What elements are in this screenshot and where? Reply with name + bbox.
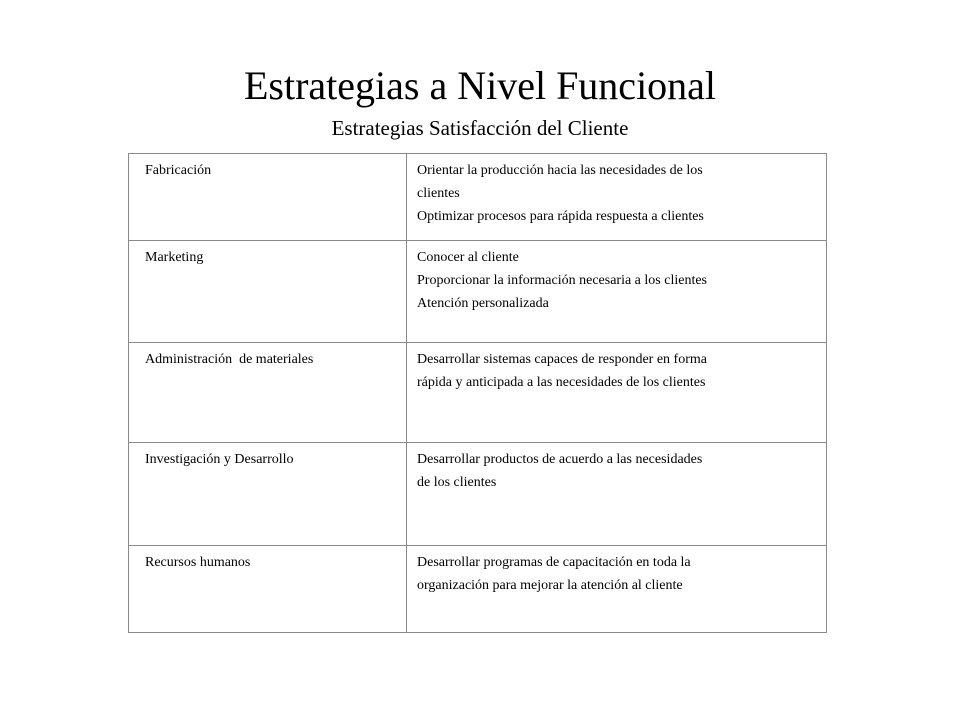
functional-area-label: Investigación y Desarrollo xyxy=(145,452,294,467)
functional-area-cell xyxy=(129,241,407,343)
strategy-action-line: Desarrollar productos de acuerdo a las necesidades xyxy=(417,452,703,467)
strategy-action-line: de los clientes xyxy=(417,475,497,490)
functional-area-cell xyxy=(129,343,407,443)
strategy-action-line: Proporcionar la información necesaria a los clientes xyxy=(417,273,707,288)
strategy-table xyxy=(128,153,827,633)
functional-area-cell xyxy=(129,154,407,241)
table-row xyxy=(129,443,827,546)
table-row xyxy=(129,241,827,343)
strategy-action-line: Conocer al cliente xyxy=(417,250,519,265)
strategy-action-line: clientes xyxy=(417,186,460,201)
functional-area-cell xyxy=(129,546,407,633)
strategy-action-line: Optimizar procesos para rápida respuesta a clientes xyxy=(417,209,704,224)
strategy-actions-cell xyxy=(407,241,827,343)
strategy-action-line: Desarrollar sistemas capaces de responder en forma xyxy=(417,352,707,367)
strategy-actions-cell xyxy=(407,546,827,633)
strategy-action-line: rápida y anticipada a las necesidades de los clientes xyxy=(417,375,706,390)
functional-area-label: Administración de materiales xyxy=(145,352,314,367)
functional-area-label: Fabricación xyxy=(145,163,212,178)
strategy-actions-cell xyxy=(407,343,827,443)
functional-area-label: Marketing xyxy=(145,250,204,265)
strategy-action-line: Orientar la producción hacia las necesidades de los xyxy=(417,163,703,178)
strategy-action-line: Atención personalizada xyxy=(417,296,549,311)
functional-area-label: Recursos humanos xyxy=(145,555,251,570)
strategy-action-line: Desarrollar programas de capacitación en toda la xyxy=(417,555,691,570)
slide-title: Estrategias a Nivel Funcional xyxy=(243,63,717,108)
strategy-action-line: organización para mejorar la atención al cliente xyxy=(417,578,683,593)
table-row xyxy=(129,343,827,443)
strategy-actions-cell xyxy=(407,154,827,241)
strategy-actions-cell xyxy=(407,443,827,546)
table-row xyxy=(129,154,827,241)
table-row xyxy=(129,546,827,633)
slide-subtitle: Estrategias Satisfacción del Cliente xyxy=(331,116,629,140)
functional-area-cell xyxy=(129,443,407,546)
